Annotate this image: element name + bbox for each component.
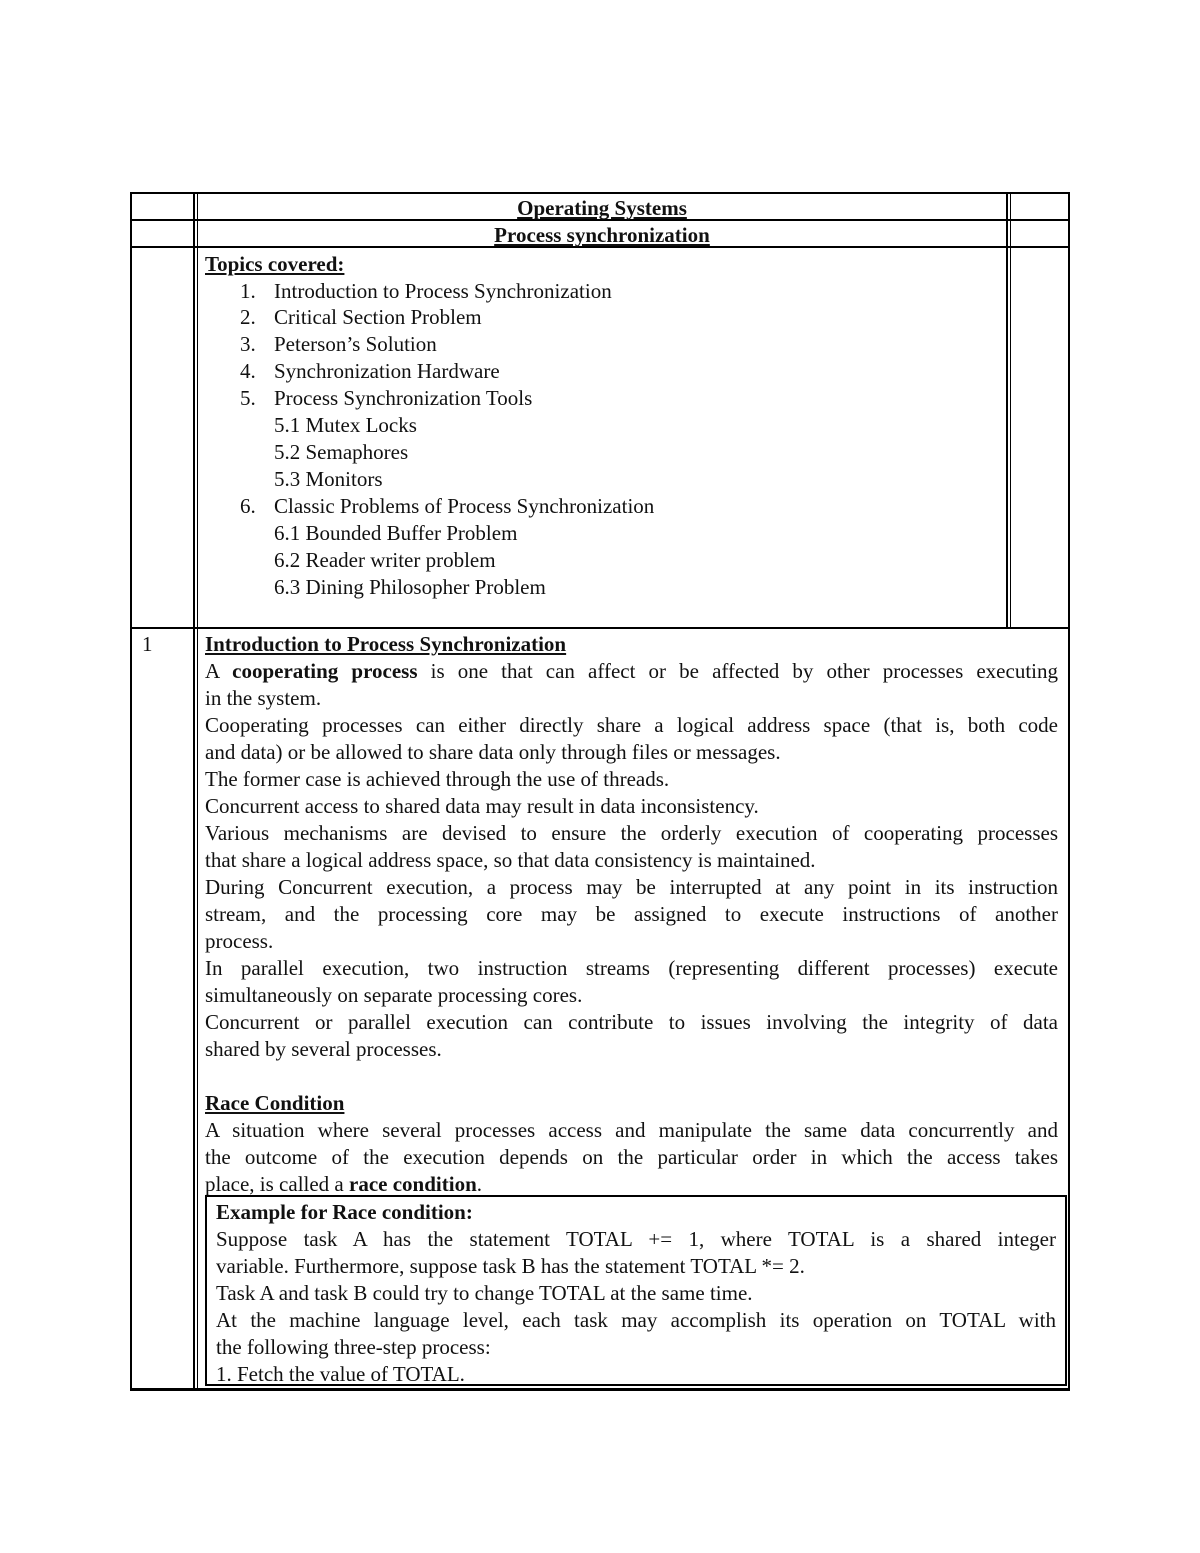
text-run: A bbox=[205, 659, 233, 683]
list-item-text: 6.1 Bounded Buffer Problem bbox=[274, 521, 518, 545]
list-item-text: Critical Section Problem bbox=[274, 305, 482, 329]
list-item-text: 6.2 Reader writer problem bbox=[274, 548, 496, 572]
paragraph-line: Concurrent access to shared data may result in data inconsistency. bbox=[205, 794, 759, 818]
list-subitem bbox=[274, 547, 496, 574]
paragraph-line: process. bbox=[205, 929, 274, 953]
table-border-top bbox=[130, 192, 1070, 194]
table-rule-3 bbox=[130, 627, 1070, 629]
list-item bbox=[240, 385, 532, 412]
paragraph-line bbox=[205, 658, 1058, 685]
list-item-text: Peterson’s Solution bbox=[274, 332, 437, 356]
list-item bbox=[240, 493, 654, 520]
example-line: the following three-step process: bbox=[216, 1335, 491, 1359]
paragraph-line: that share a logical address space, so that data consistency is maintained. bbox=[205, 848, 816, 872]
table-border-right bbox=[1068, 192, 1070, 1391]
list-item-text: 5.1 Mutex Locks bbox=[274, 413, 417, 437]
text-run: is one that can affect or be affected by other processes executing bbox=[417, 659, 1058, 683]
paragraph-line: in the system. bbox=[205, 686, 322, 710]
list-item-text: Synchronization Hardware bbox=[274, 359, 500, 383]
example-line: Task A and task B could try to change TOTAL at the same time. bbox=[216, 1281, 753, 1305]
list-subitem bbox=[274, 520, 517, 547]
list-item-text: 5.3 Monitors bbox=[274, 467, 383, 491]
paragraph-line: In parallel execution, two instruction streams (representing different processes) execute bbox=[205, 956, 1058, 980]
list-item-number: 6. bbox=[240, 494, 256, 518]
race-condition-heading: Race Condition bbox=[205, 1091, 345, 1115]
table-right-col-divider-inner bbox=[1010, 192, 1011, 628]
example-line: 1. Fetch the value of TOTAL. bbox=[216, 1362, 465, 1386]
list-item-number: 4. bbox=[240, 359, 256, 383]
document-subtitle: Process synchronization bbox=[494, 223, 710, 247]
paragraph-line bbox=[205, 1171, 482, 1198]
paragraph-line: Various mechanisms are devised to ensure the orderly execution of cooperating processes bbox=[205, 821, 1058, 845]
text-run: . bbox=[476, 1172, 482, 1196]
example-heading: Example for Race condition: bbox=[216, 1200, 473, 1224]
table-border-bottom bbox=[130, 1388, 1070, 1391]
list-item-text: Classic Problems of Process Synchronization bbox=[274, 494, 655, 518]
topics-heading: Topics covered: bbox=[205, 252, 345, 276]
row-number: 1 bbox=[142, 632, 153, 656]
list-item-text: 6.3 Dining Philosopher Problem bbox=[274, 575, 546, 599]
paragraph-line: simultaneously on separate processing cores. bbox=[205, 983, 583, 1007]
table-col-divider bbox=[193, 192, 195, 1391]
list-subitem bbox=[274, 412, 417, 439]
list-item bbox=[240, 304, 482, 331]
paragraph-line: During Concurrent execution, a process may be interrupted at any point in its instruction bbox=[205, 875, 1058, 899]
list-item-text: Process Synchronization Tools bbox=[274, 386, 533, 410]
text-run: place, is called a bbox=[205, 1172, 350, 1196]
document-title: Operating Systems bbox=[517, 196, 687, 220]
paragraph-line: stream, and the processing core may be assigned to execute instructions of another bbox=[205, 902, 1058, 926]
table-col-divider-inner bbox=[197, 192, 198, 1391]
list-item-number: 2. bbox=[240, 305, 256, 329]
paragraph-line: shared by several processes. bbox=[205, 1037, 442, 1061]
term-race-condition: race condition bbox=[349, 1172, 477, 1196]
list-subitem bbox=[274, 466, 383, 493]
list-item-number: 3. bbox=[240, 332, 256, 356]
list-subitem bbox=[274, 574, 546, 601]
list-item bbox=[240, 358, 500, 385]
paragraph-line: the outcome of the execution depends on the particular order in which the access takes bbox=[205, 1145, 1058, 1169]
paragraph-line: and data) or be allowed to share data only through files or messages. bbox=[205, 740, 781, 764]
list-item-number: 1. bbox=[240, 279, 256, 303]
example-line: At the machine language level, each task may accomplish its operation on TOTAL with bbox=[216, 1308, 1056, 1332]
list-item-text: 5.2 Semaphores bbox=[274, 440, 409, 464]
paragraph-line: The former case is achieved through the use of threads. bbox=[205, 767, 670, 791]
paragraph-line: Cooperating processes can either directly share a logical address space (that is, both code bbox=[205, 713, 1058, 737]
list-subitem bbox=[274, 439, 408, 466]
list-item bbox=[240, 331, 437, 358]
example-line: Suppose task A has the statement TOTAL += 1, where TOTAL is a shared integer bbox=[216, 1227, 1056, 1251]
example-line: variable. Furthermore, suppose task B has the statement TOTAL *= 2. bbox=[216, 1254, 805, 1278]
list-item-number: 5. bbox=[240, 386, 256, 410]
table-right-col-divider bbox=[1006, 192, 1008, 628]
list-item-text: Introduction to Process Synchronization bbox=[274, 279, 612, 303]
paragraph-line: Concurrent or parallel execution can contribute to issues involving the integrity of data bbox=[205, 1010, 1058, 1034]
section-heading: Introduction to Process Synchronization bbox=[205, 632, 567, 656]
table-border-left bbox=[130, 192, 132, 1391]
list-item bbox=[240, 278, 612, 305]
term-cooperating-process: cooperating process bbox=[232, 659, 418, 683]
paragraph-line: A situation where several processes access and manipulate the same data concurrently and bbox=[205, 1118, 1058, 1142]
